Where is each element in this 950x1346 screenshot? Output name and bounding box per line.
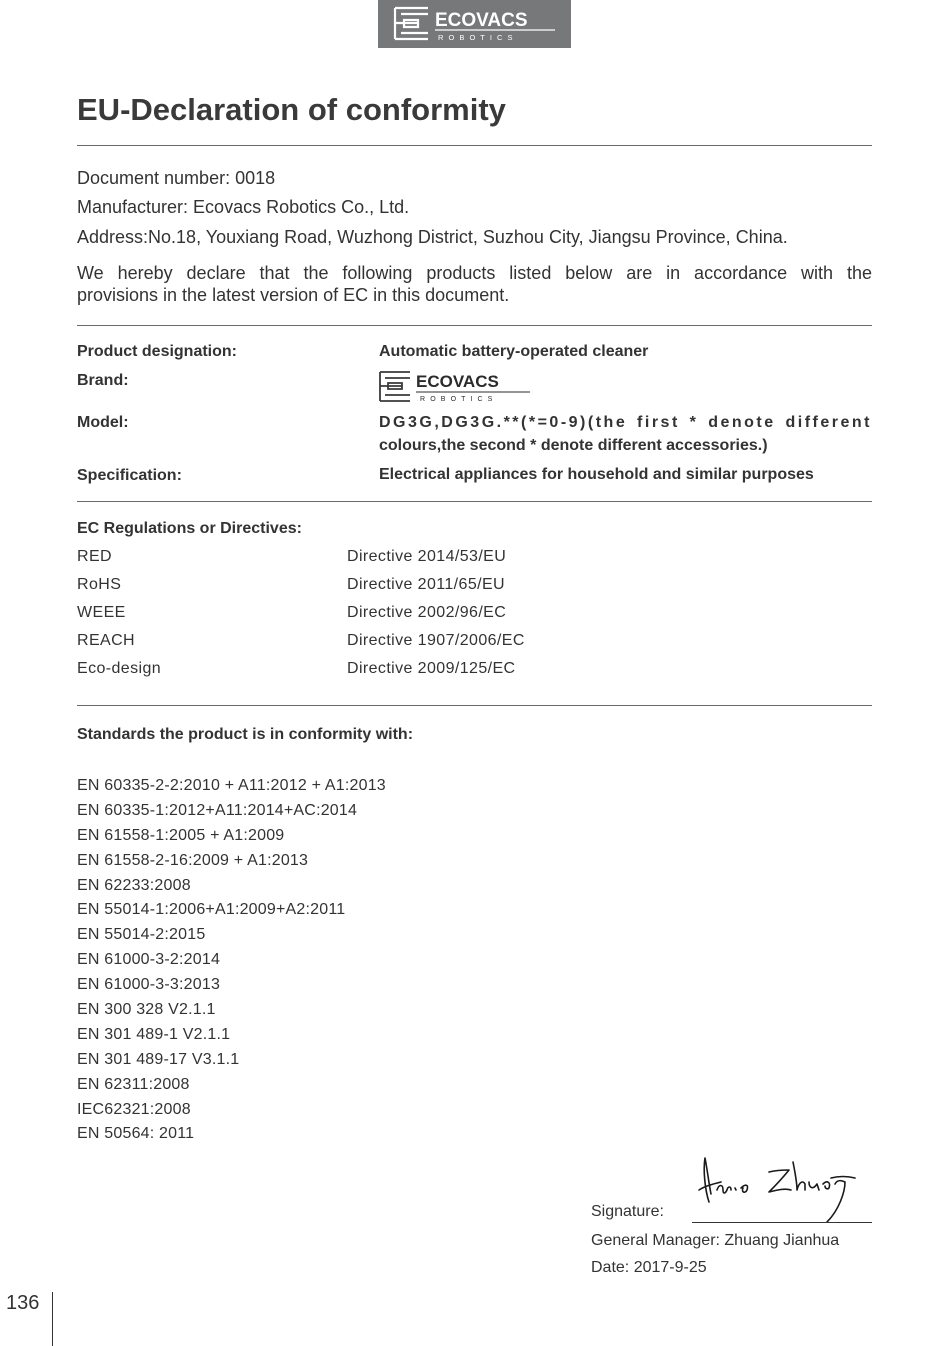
divider xyxy=(77,705,872,706)
divider xyxy=(77,325,872,326)
manufacturer: Manufacturer: Ecovacs Robotics Co., Ltd. xyxy=(77,197,410,217)
specification-label: Specification: xyxy=(77,467,182,484)
standard-item: EN 301 489-1 V2.1.1 xyxy=(77,1025,231,1043)
model-label: Model: xyxy=(77,414,129,431)
regulation-name: Eco-design xyxy=(77,660,162,677)
regulations-heading: EC Regulations or Directives: xyxy=(77,520,302,537)
divider xyxy=(77,501,872,502)
standard-item: EN 61000-3-2:2014 xyxy=(77,951,221,969)
specification-value: Electrical appliances for household and similar purposes xyxy=(379,466,814,483)
signature-label: Signature: xyxy=(591,1203,664,1220)
model-value-line-1: DG3G,DG3G.**(*=0-9)(the first * denote different xyxy=(379,414,872,431)
brand-sub: R O B O T I C S xyxy=(420,396,494,403)
regulation-directive: Directive 1907/2006/EC xyxy=(347,632,525,649)
standard-item: EN 50564: 2011 xyxy=(77,1125,195,1143)
ecovacs-logo-header xyxy=(378,0,571,48)
standard-item: EN 61558-2-16:2009 + A1:2013 xyxy=(77,851,309,869)
model-value-line-2: colours,the second * denote different accessories.) xyxy=(379,437,768,454)
standard-item: EN 60335-2-2:2010 + A11:2012 + A1:2013 xyxy=(77,777,386,794)
page-title: EU-Declaration of conformity xyxy=(77,92,506,127)
address: Address:No.18, Youxiang Road, Wuzhong District, Suzhou City, Jiangsu Province, China. xyxy=(77,227,788,247)
logo-wordmark: ECOVACS xyxy=(435,10,528,31)
document-number: Document number: 0018 xyxy=(77,168,276,188)
standard-item: EN 60335-1:2012+A11:2014+AC:2014 xyxy=(77,801,358,819)
regulation-name: REACH xyxy=(77,632,136,649)
handwritten-signature xyxy=(695,1150,860,1225)
standard-item: IEC62321:2008 xyxy=(77,1100,191,1118)
logo-sub: R O B O T I C S xyxy=(438,33,514,42)
regulation-name: RED xyxy=(77,548,112,565)
standard-item: EN 300 328 V2.1.1 xyxy=(77,1001,216,1019)
standard-item: EN 62311:2008 xyxy=(77,1075,190,1093)
general-manager: General Manager: Zhuang Jianhua xyxy=(591,1232,840,1249)
page-number-bar xyxy=(52,1292,53,1346)
standards-list xyxy=(77,774,386,1147)
intro-line-1: We hereby declare that the following products listed below are in accordance with the xyxy=(77,263,872,283)
declaration-date: Date: 2017-9-25 xyxy=(591,1259,707,1276)
standard-item: EN 61558-1:2005 + A1:2009 xyxy=(77,826,285,844)
regulation-directive: Directive 2009/125/EC xyxy=(347,660,516,677)
page-number: 136 xyxy=(6,1292,40,1314)
intro-line-2: provisions in the latest version of EC in this document. xyxy=(77,285,510,305)
standard-item: EN 61000-3-3:2013 xyxy=(77,976,221,994)
standards-heading: Standards the product is in conformity with: xyxy=(77,726,414,743)
standard-item: EN 55014-2:2015 xyxy=(77,926,206,944)
standard-item: EN 301 489-17 V3.1.1 xyxy=(77,1050,240,1068)
ecovacs-logo-brand xyxy=(378,370,532,404)
signature-line xyxy=(692,1222,872,1223)
divider xyxy=(77,145,872,146)
intro-paragraph xyxy=(77,262,872,306)
standard-item: EN 62233:2008 xyxy=(77,876,191,894)
brand-label: Brand: xyxy=(77,372,129,389)
regulation-name: RoHS xyxy=(77,576,122,593)
regulation-directive: Directive 2011/65/EU xyxy=(347,576,505,593)
regulation-name: WEEE xyxy=(77,604,126,621)
product-designation-label: Product designation: xyxy=(77,343,237,360)
brand-wordmark: ECOVACS xyxy=(416,372,499,391)
regulation-directive: Directive 2002/96/EC xyxy=(347,604,507,621)
standard-item: EN 55014-1:2006+A1:2009+A2:2011 xyxy=(77,901,346,919)
product-designation-value: Automatic battery-operated cleaner xyxy=(379,343,649,360)
regulation-directive: Directive 2014/53/EU xyxy=(347,548,507,565)
